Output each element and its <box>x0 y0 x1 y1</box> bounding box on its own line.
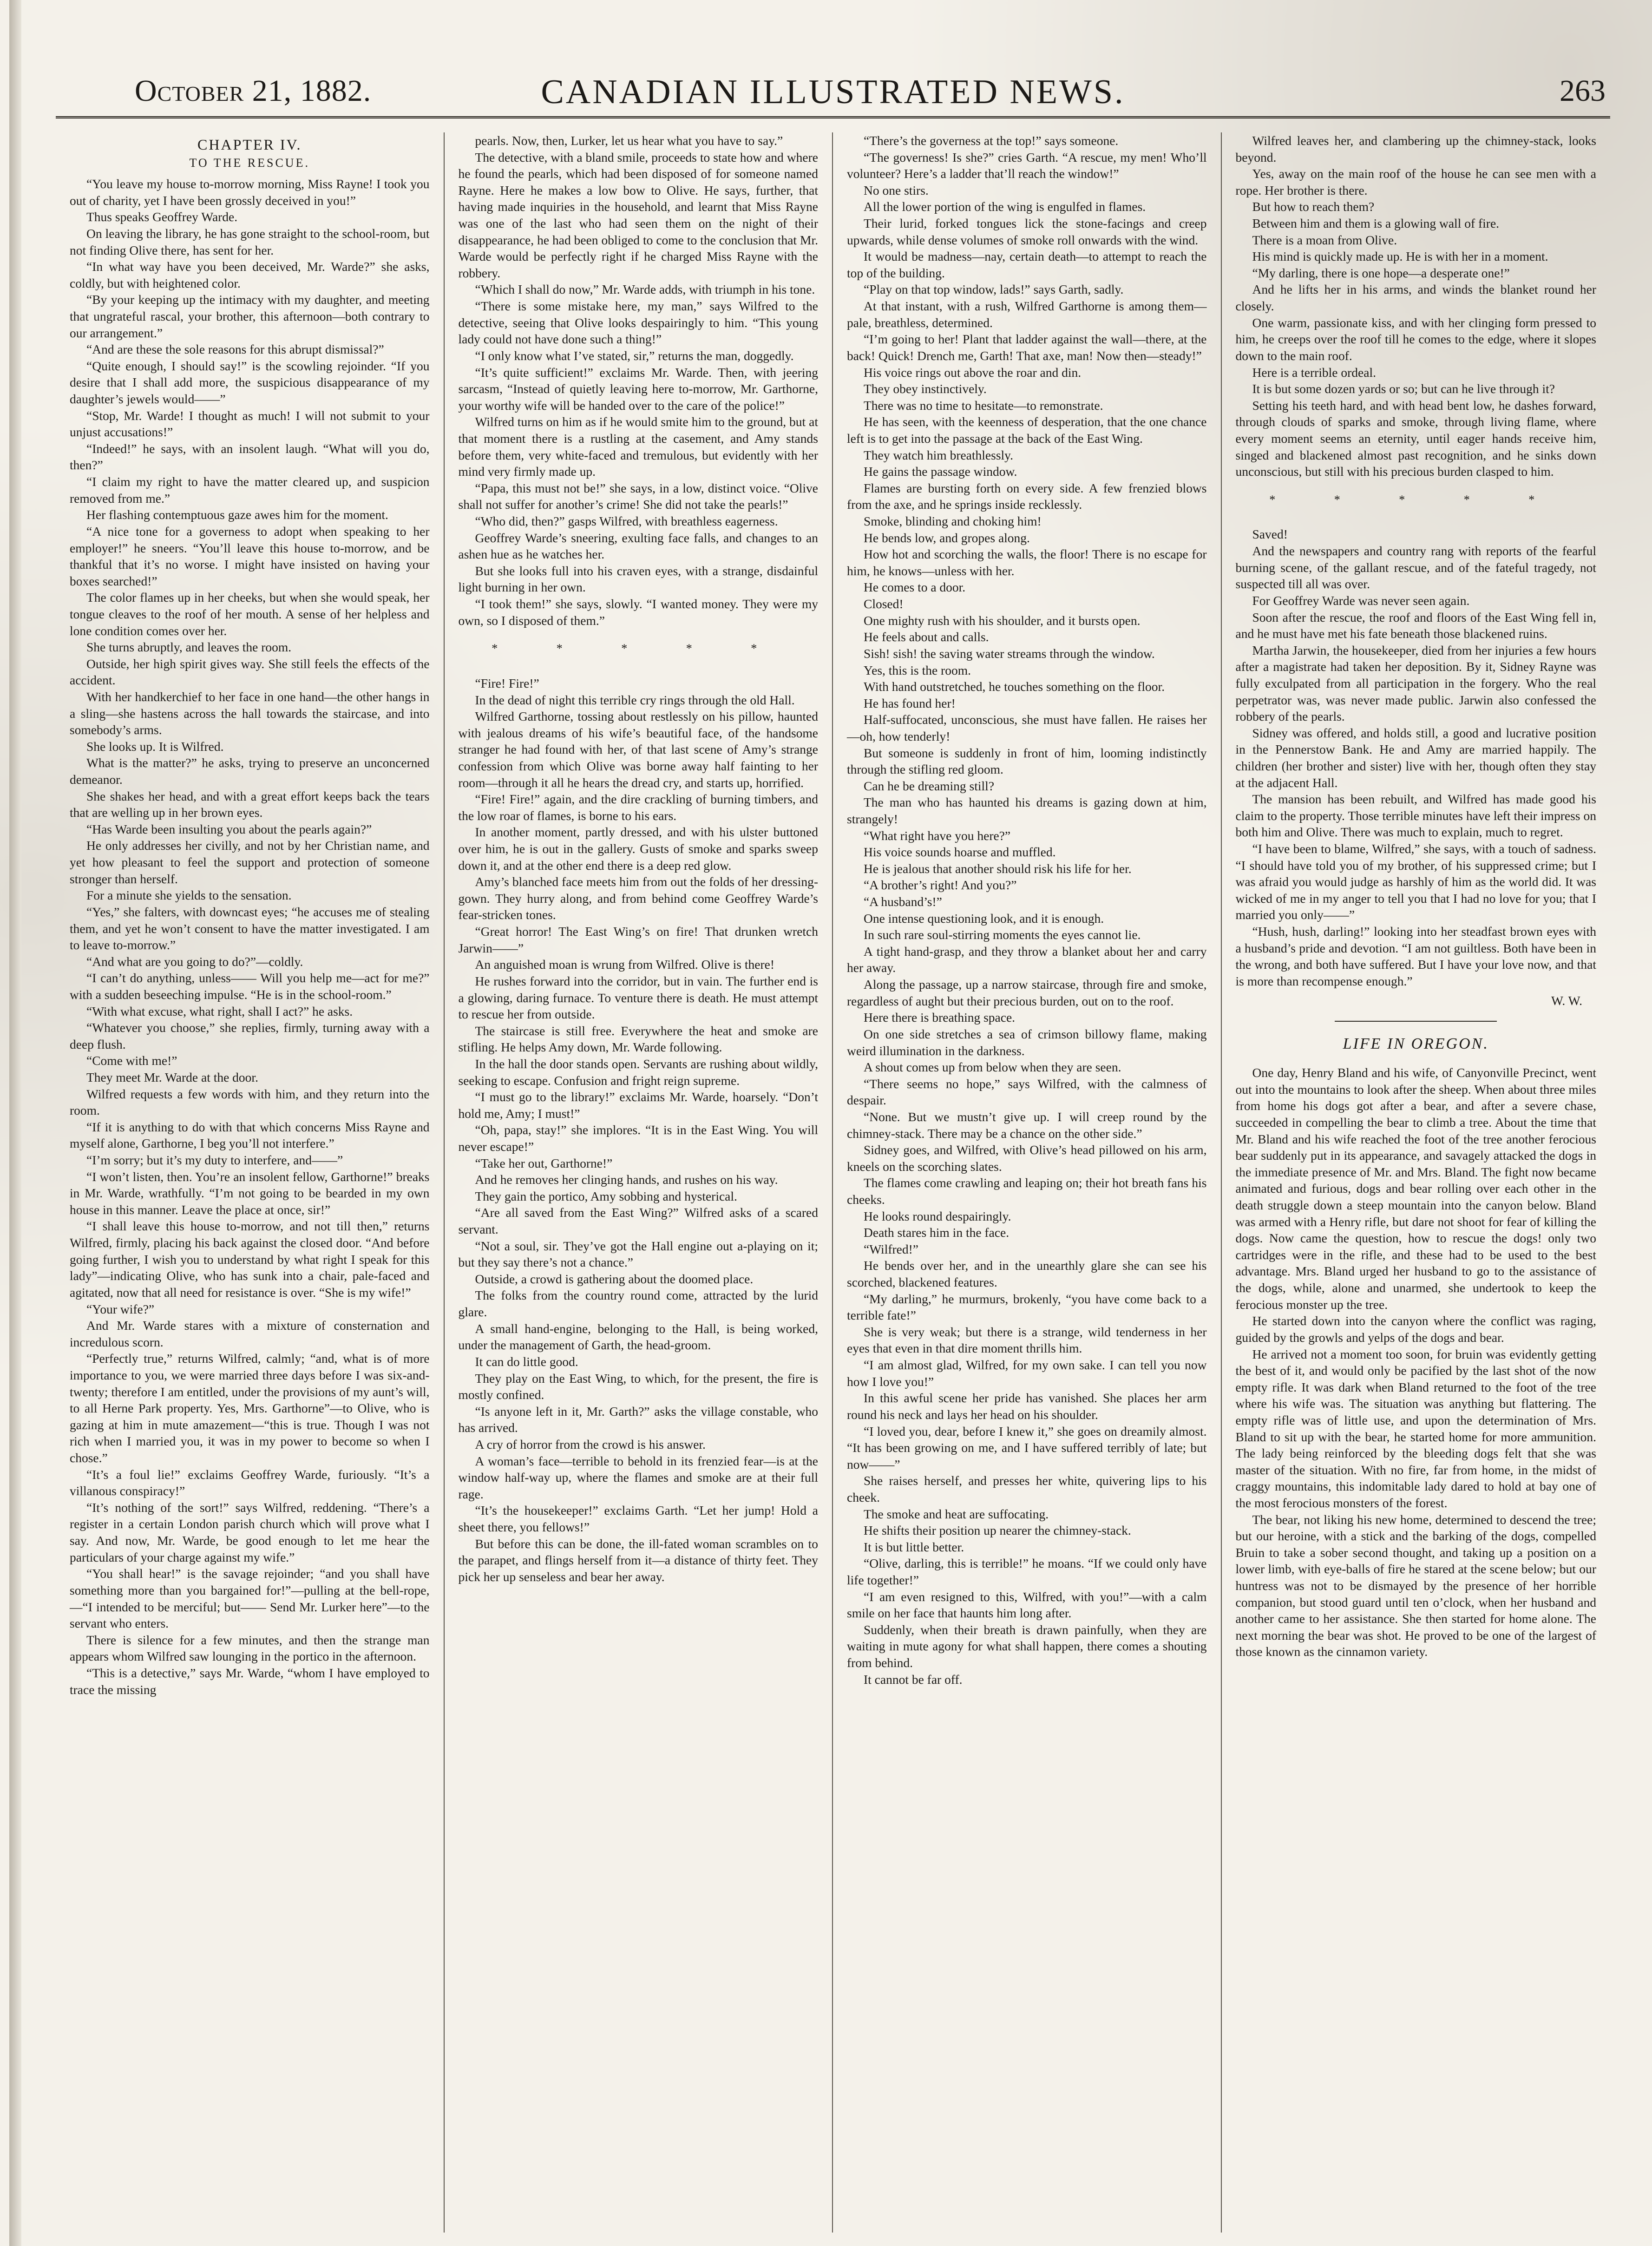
paragraph: “My darling, there is one hope—a desperate one!” <box>1252 265 1510 280</box>
paragraph: “It’s quite sufficient!” exclaims Mr. Warde. Then, with jeering sarcasm, “Instead of quietly leaving here to-morrow, Mr. Garthorne, your worthy wife will be handed over to the care of the police!” <box>458 365 818 413</box>
paragraph: “I won’t listen, then. You’re an insolent fellow, Garthorne!” breaks in Mr. Warde, wrathfully. “I’m not going to be bearded in my own house in this manner. Leave the place at once, sir!” <box>70 1169 430 1217</box>
paragraph: Flames are bursting forth on every side. A few frenzied blows from the axe, and he springs inside recklessly. <box>847 480 1207 512</box>
paragraph: Smoke, blinding and choking him! <box>864 514 1042 529</box>
column-4-part-a <box>1236 132 1597 480</box>
paragraph: Sish! sish! the saving water streams through the window. <box>864 646 1155 661</box>
paragraph: Can he be dreaming still? <box>864 778 995 793</box>
paragraph: “I claim my right to have the matter cleared up, and suspicion removed from me.” <box>70 474 430 506</box>
paragraph: “And are these the sole reasons for this abrupt dismissal?” <box>86 342 384 357</box>
paragraph: Outside, her high spirit gives way. She still feels the effects of the accident. <box>70 656 430 688</box>
paragraph: “And what are you going to do?”—coldly. <box>86 954 303 969</box>
column-2-part-b <box>459 675 819 1585</box>
paragraph: He comes to a door. <box>864 580 966 595</box>
paragraph: “There seems no hope,” says Wilfred, with the calmness of despair. <box>847 1076 1207 1108</box>
paragraph: One mighty rush with his shoulder, and it bursts open. <box>864 613 1141 628</box>
paragraph: No one stirs. <box>864 183 929 197</box>
paragraph: With her handkerchief to her face in one hand—the other hangs in a sling—she hastens across the hall towards the staircase, and into somebody’s arms. <box>70 689 430 737</box>
paragraph: Geoffrey Warde’s sneering, exulting face falls, and changes to an ashen hue as he watches her. <box>458 530 818 562</box>
paragraph: The folks from the country round come, attracted by the lurid glare. <box>458 1288 818 1320</box>
paragraph: It would be madness—nay, certain death—to attempt to reach the top of the building. <box>847 249 1207 280</box>
paragraph: Death stares him in the face. <box>864 1225 1010 1240</box>
paragraph: “Wilfred!” <box>864 1241 918 1256</box>
paragraph: “It’s a foul lie!” exclaims Geoffrey Warde, furiously. “It’s a villanous conspiracy!” <box>70 1467 430 1498</box>
paragraph: “The governess! Is she?” cries Garth. “A rescue, my men! Who’ll volunteer? Here’s a ladder that’ll reach the window!” <box>847 150 1207 181</box>
paragraph: The detective, with a bland smile, proceeds to state how and where he found the pearls, which had been disposed of for someone named Rayne. Here he makes a low bow to Olive. He says, further, that having made inquiries in the household, and learnt that Miss Rayne was one of the last who had seen them on the night of their disappearance, he had been obliged to come to the conclusion that Mr. Warde would be perfectly right if he charged Miss Rayne with the robbery. <box>458 150 818 280</box>
paragraph: “Not a soul, sir. They’ve got the Hall engine out a-playing on it; but they say there’s not a chance.” <box>458 1238 818 1270</box>
paragraph: “Yes,” she falters, with downcast eyes; “he accuses me of stealing them, and yet he won’t consent to have the matter investigated. I am to leave to-morrow.” <box>70 904 430 952</box>
paragraph: Soon after the rescue, the roof and floors of the East Wing fell in, and he must have met his fate beneath those blackened ruins. <box>1235 610 1596 641</box>
paragraph: Yes, this is the room. <box>864 663 971 677</box>
paragraph: He has seen, with the keenness of desperation, that the one chance left is to get into the passage at the back of the East Wing. <box>847 414 1207 446</box>
paragraph: Wilfred requests a few words with him, and they return into the room. <box>70 1086 430 1118</box>
paragraph: On leaving the library, he has gone straight to the school-room, but not finding Olive there, has sent for her. <box>70 226 430 257</box>
paragraph: He rushes forward into the corridor, but in vain. The further end is a glowing, daring furnace. To venture there is death. He must attempt to rescue her from outside. <box>458 973 818 1022</box>
paragraph: The mansion has been rebuilt, and Wilfred has made good his claim to the property. Those terrible minutes have left their impress on both him and Olive. There was much to explain, much to regret. <box>1235 792 1596 840</box>
paragraph: And he removes her clinging hands, and rushes on his way. <box>475 1172 778 1187</box>
paragraph: He bends low, and gropes along. <box>864 530 1030 545</box>
paragraph: At that instant, with a rush, Wilfred Garthorne is among them—pale, breathless, determined. <box>847 299 1207 330</box>
paragraph: Here there is breathing space. <box>864 1010 1016 1025</box>
paragraph: “I only know what I’ve stated, sir,” returns the man, doggedly. <box>475 348 794 363</box>
paragraph: He started down into the canyon where the conflict was raging, guided by the growls and yelps of the dogs and bear. <box>1235 1313 1596 1345</box>
paragraph: “I can’t do anything, unless—— Will you help me—act for me?” with a sudden beseeching impulse. “He is in the school-room.” <box>70 971 430 1002</box>
paragraph: “A brother’s right! And you?” <box>864 878 1017 893</box>
paragraph: He arrived not a moment too soon, for bruin was evidently getting the best of it, and would only be pacified by the last shot of the now empty rifle. It was dark when Bland returned to the foot of the tree where his wife was. The situation was anything but flattering. The empty rifle was of little use, and upon the determination of Mrs. Bland to sit up with the bear, he started home for more ammunition. The lady being reinforced by the bleeding dogs felt that she was master of the situation. With no fire, far from home, in the midst of craggy mountains, this indomitable lady dared to hold at bay one of the most ferocious monsters of the forest. <box>1235 1346 1596 1510</box>
paragraph: “Fire! Fire!” <box>475 676 539 690</box>
paragraph: Wilfred turns on him as if he would smite him to the ground, but at that moment there is a rustling at the casement, and Amy stands before them, very white-faced and tremulous, but evidently with her mind very firmly made up. <box>458 414 818 479</box>
paragraph: “Take her out, Garthorne!” <box>475 1156 613 1170</box>
paragraph: And Mr. Warde stares with a mixture of consternation and incredulous scorn. <box>70 1318 430 1349</box>
paragraph: “Fire! Fire!” again, and the dire crackling of burning timbers, and the low roar of flames, is borne to his ears. <box>458 792 818 823</box>
paragraph: Closed! <box>864 597 904 611</box>
paragraph: “Come with me!” <box>86 1053 177 1068</box>
paragraph: “Olive, darling, this is terrible!” he moans. “If we could only have life together!” <box>847 1556 1207 1588</box>
paragraph: Their lurid, forked tongues lick the stone-facings and creep upwards, while dense volumes of smoke roll onwards with the wind. <box>847 216 1207 247</box>
paragraph: But someone is suddenly in front of him, looming indistinctly through the stifling red gloom. <box>847 745 1207 777</box>
paragraph: But she looks full into his craven eyes, with a strange, disdainful light burning in her own. <box>458 563 818 595</box>
oregon-article-body <box>1236 1064 1597 1660</box>
paragraph: He feels about and calls. <box>864 630 989 644</box>
paragraph: “You leave my house to-morrow morning, Miss Rayne! I took you out of charity, yet I have been grossly deceived in you!” <box>70 177 430 208</box>
paragraph: The bear, not liking his new home, determined to descend the tree; but our heroine, with a stick and the barking of the dogs, compelled Bruin to take a sober second thought, and taking up a position on a lower limb, with eye-balls of fire he stared at the scene below; but our huntress was not to be dismayed by the presence of her horrible companion, but stood guard until ten o’clock, when her husband and another came to her assistance. She then started for home alone. The next morning the bear was shot. He proved to be one of the largest of those known as the cinnamon variety. <box>1235 1512 1596 1659</box>
paragraph: It is but little better. <box>864 1539 964 1554</box>
paragraph: “I’m sorry; but it’s my duty to interfere, and——” <box>86 1153 343 1168</box>
paragraph: Yes, away on the main roof of the house he can see men with a rope. Her brother is there. <box>1235 166 1596 197</box>
paragraph: A cry of horror from the crowd is his answer. <box>475 1437 706 1451</box>
issue-date: October 21, 1882. <box>135 74 372 108</box>
paragraph: “There is some mistake here, my man,” says Wilfred to the detective, seeing that Olive looks despairingly to him. “This young lady could not have done such a thing!” <box>458 299 818 347</box>
paragraph: “Hush, hush, darling!” looking into her steadfast brown eyes with a husband’s pride and devotion. “I am not guiltless. Both have been in the wrong, and both have suffered. But I have your love now, and that is more than recompense enough.” <box>1235 924 1596 988</box>
paragraph: Saved! <box>1252 527 1288 542</box>
paragraph: For a minute she yields to the sensation. <box>86 888 292 903</box>
paragraph: It can do little good. <box>475 1354 578 1369</box>
paragraph: “You shall hear!” is the savage rejoinder; “and you shall have something more than you bargained for!”—pulling at the bell-rope,—“I intended to be merciful; but—— Send Mr. Lurker here”—to the servant who enters. <box>70 1566 430 1631</box>
paragraph: “Indeed!” he says, with an insolent laugh. “What will you do, then?” <box>70 441 430 473</box>
paragraph: “I shall leave this house to-morrow, and not till then,” returns Wilfred, firmly, placing his back against the closed door. “And before going further, I wish you to understand by what right I speak for this lady”—indicating Olive, who has sunk into a chair, pale-faced and agitated, now that all need for resistance is over. “She is my wife!” <box>70 1219 430 1300</box>
article-columns <box>56 132 1610 2233</box>
paragraph: Suddenly, when their breath is drawn painfully, when they are waiting in mute agony for what shall happen, there comes a shouting from behind. <box>847 1622 1207 1670</box>
paragraph: The flames come crawling and leaping on; their hot breath fans his cheeks. <box>847 1176 1207 1207</box>
section-break-stars: * * * * * <box>1269 493 1563 506</box>
paragraph: All the lower portion of the wing is engulfed in flames. <box>864 199 1146 214</box>
paragraph: There is a moan from Olive. <box>1252 232 1397 247</box>
paragraph: And the newspapers and country rang with reports of the fearful burning scene, of the gallant rescue, and of the fateful tragedy, not suspected till all was over. <box>1235 544 1596 591</box>
paragraph: “A nice tone for a governess to adopt when speaking to her employer!” he sneers. “You’ll leave this house to-morrow, and be thankful that it’s no worse. I might have insisted on having your boxes searched!” <box>70 524 430 588</box>
paragraph: “If it is anything to do with that which concerns Miss Rayne and myself alone, Garthorne, I beg you’ll not interfere.” <box>70 1119 430 1151</box>
paragraph: On one side stretches a sea of crimson billowy flame, making weird illumination in the darkness. <box>847 1026 1207 1058</box>
paragraph: “Stop, Mr. Warde! I thought as much! I will not submit to your unjust accusations!” <box>70 408 430 440</box>
paragraph: A small hand-engine, belonging to the Hall, is being worked, under the management of Garth, the head-groom. <box>458 1321 818 1353</box>
masthead <box>56 70 1610 118</box>
paragraph: Outside, a crowd is gathering about the doomed place. <box>475 1271 754 1286</box>
paragraph: They watch him breathlessly. <box>864 447 1014 462</box>
column-4-part-b <box>1236 526 1597 989</box>
paragraph: What is the matter?” he asks, trying to preserve an unconcerned demeanor. <box>70 755 430 787</box>
paragraph: The staircase is still free. Everywhere the heat and smoke are stifling. He helps Amy down, Mr. Warde following. <box>458 1023 818 1055</box>
paragraph: “This is a detective,” says Mr. Warde, “whom I have employed to trace the missing <box>70 1665 430 1697</box>
paragraph: One intense questioning look, and it is enough. <box>864 911 1104 926</box>
paragraph: His voice sounds hoarse and muffled. <box>864 845 1056 860</box>
paragraph: How hot and scorching the walls, the floor! There is no escape for him, he knows—unless with her. <box>847 547 1207 578</box>
paragraph: There is silence for a few minutes, and then the strange man appears whom Wilfred saw lounging in the portico in the afternoon. <box>70 1632 430 1664</box>
paragraph: He shifts their position up nearer the chimney-stack. <box>864 1523 1131 1538</box>
paragraph: She turns abruptly, and leaves the room. <box>86 640 292 655</box>
paragraph: “With what excuse, what right, shall I act?” he asks. <box>86 1004 353 1018</box>
chapter-subtitle: TO THE RESCUE. <box>189 156 310 170</box>
paragraph: Wilfred Garthorne, tossing about restlessly on his pillow, haunted with jealous dreams of his wife’s beautiful face, of the handsome stranger he had found with her, of that last scene of Amy’s strange confession from which Olive was borne away half fainting to her room—through it all he hears the dread cry, and starts up, horrified. <box>458 709 818 790</box>
paragraph: “Your wife?” <box>86 1301 155 1316</box>
paragraph: “I have been to blame, Wilfred,” she says, with a touch of sadness. “I should have told you of my brother, of his suppressed crime; but I was afraid you would judge as harshly of him as the world did. It was wicked of me in my anger to tell you that I had no love for you; that I married you only——” <box>1235 841 1596 922</box>
paragraph: “Are all saved from the East Wing?” Wilfred asks of a scared servant. <box>458 1205 818 1237</box>
paragraph: He only addresses her civilly, and not by her Christian name, and yet how pleasant to feel the support and protection of someone stronger than herself. <box>70 838 430 886</box>
paragraph: It cannot be far off. <box>864 1672 963 1687</box>
paragraph: She raises herself, and presses her white, quivering lips to his cheek. <box>847 1473 1207 1504</box>
paragraph: She is very weak; but there is a strange, wild tenderness in her eyes that even in that dire moment thrills him. <box>847 1324 1207 1356</box>
paragraph: In the hall the door stands open. Servants are rushing about wildly, seeking to escape. Confusion and fright reign supreme. <box>458 1056 818 1088</box>
paragraph: In this awful scene her pride has vanished. She places her arm round his neck and lays her head on his shoulder. <box>847 1391 1207 1422</box>
paragraph: “I’m going to her! Plant that ladder against the wall—there, at the back! Quick! Drench me, Garth! That axe, man! Now then—steady!” <box>847 332 1207 363</box>
paragraph: With hand outstretched, he touches something on the floor. <box>864 679 1165 694</box>
paragraph: They meet Mr. Warde at the door. <box>86 1070 258 1084</box>
paragraph: A tight hand-grasp, and they throw a blanket about her and carry her away. <box>847 944 1207 975</box>
paragraph: In the dead of night this terrible cry rings through the old Hall. <box>475 692 795 707</box>
paragraph: “I am almost glad, Wilfred, for my own sake. I can tell you now how I love you!” <box>847 1358 1207 1389</box>
paragraph: For Geoffrey Warde was never seen again. <box>1252 593 1470 608</box>
paragraph: It is but some dozen yards or so; but can he live through it? <box>1252 381 1555 396</box>
chapter-heading: CHAPTER IV. <box>197 136 302 153</box>
column-2-part-a <box>459 132 819 629</box>
paragraph: “Whatever you choose,” she replies, firmly, turning away with a deep flush. <box>70 1020 430 1051</box>
paragraph: Sidney goes, and Wilfred, with Olive’s head pillowed on his arm, kneels on the scorching slates. <box>847 1143 1207 1174</box>
paragraph: “Perfectly true,” returns Wilfred, calmly; “and, what is of more importance to you, we were married three days before I was six-and-twenty; therefore I am entitled, under the provisions of my aunt’s will, to all Herne Park property. Yes, Mrs. Garthorne”—to Olive, who is gazing at him in mute amazement—“this is true. Though I was not rich when I married you, it was in my power to become so when I chose.” <box>70 1351 430 1465</box>
paragraph: “It’s nothing of the sort!” says Wilfred, reddening. “There’s a register in a certain London parish church which will prove what I say. And now, Mr. Warde, be good enough to let me hear the particulars of your charge against my wife.” <box>70 1500 430 1564</box>
paragraph: pearls. Now, then, Lurker, let us hear what you have to say.” <box>475 133 783 148</box>
paragraph: Setting his teeth hard, and with head bent low, he dashes forward, through clouds of sparks and smoke, through living flame, where every moment seems an eternity, until eager hands receive him, singed and blackened almost past recognition, and he sinks down unconscious, but still with his precious burden clasped to him. <box>1235 398 1596 479</box>
paragraph: Here is a terrible ordeal. <box>1252 365 1376 380</box>
paragraph: “Who did, then?” gasps Wilfred, with breathless eagerness. <box>475 514 778 529</box>
story-signature: W. W. <box>1551 993 1582 1008</box>
oregon-article-title: LIFE IN OREGON. <box>1343 1035 1489 1053</box>
article-divider <box>1335 1021 1497 1022</box>
paragraph: There was no time to hesitate—to remonstrate. <box>864 398 1103 413</box>
paragraph: Amy’s blanched face meets him from out the folds of her dressing-gown. They hurry along, and from behind come Geoffrey Warde’s fear-stricken tones. <box>458 874 818 922</box>
paragraph: Martha Jarwin, the housekeeper, died from her injuries a few hours after a magistrate had taken her deposition. By it, Sidney Rayne was fully exculpated from all participation in the forgery. Who the real perpetrator was, was never made public. Jarwin also confessed the robbery of the pearls. <box>1235 643 1596 724</box>
paragraph: They gain the portico, Amy sobbing and hysterical. <box>475 1189 737 1203</box>
paragraph: He has found her! <box>864 696 956 710</box>
paragraph: Thus speaks Geoffrey Warde. <box>86 210 238 224</box>
paragraph: “I loved you, dear, before I knew it,” she goes on dreamily almost. “It has been growing on me, and I have suffered terribly of late; but now——” <box>847 1424 1207 1471</box>
paragraph: She looks up. It is Wilfred. <box>86 739 224 754</box>
paragraph: One warm, passionate kiss, and with her clinging form pressed to him, he creeps over the roof till he comes to the edge, where it slopes down to the main roof. <box>1235 315 1596 363</box>
paragraph: “Is anyone left in it, Mr. Garth?” asks the village constable, who has arrived. <box>458 1404 818 1435</box>
page-number: 263 <box>1560 74 1606 108</box>
paragraph: “Has Warde been insulting you about the pearls again?” <box>86 821 372 836</box>
paragraph: A shout comes up from below when they are seen. <box>864 1060 1121 1075</box>
paragraph: They play on the East Wing, to which, for the present, the fire is mostly confined. <box>458 1371 818 1402</box>
column-3 <box>833 132 1222 2233</box>
paragraph: “It’s the housekeeper!” exclaims Garth. “Let her jump! Hold a sheet there, you fellows!” <box>458 1503 818 1535</box>
paragraph: And he lifts her in his arms, and winds the blanket round her closely. <box>1235 282 1596 314</box>
section-break-stars: * * * * * <box>492 642 785 656</box>
paragraph: In another moment, partly dressed, and with his ulster buttoned over him, he is out in the gallery. Gusts of smoke and sparks sweep down it, and at the other end there is a deep red glow. <box>458 825 818 873</box>
paragraph: Half-suffocated, unconscious, she must have fallen. He raises her—oh, how tenderly! <box>847 712 1207 743</box>
paragraph: But before this can be done, the ill-fated woman scrambles on to the parapet, and flings herself from it—a distance of thirty feet. They pick her up senseless and bear her away. <box>458 1536 818 1584</box>
paragraph: But how to reach them? <box>1252 199 1375 214</box>
paragraph: “Great horror! The East Wing’s on fire! That drunken wretch Jarwin——” <box>458 924 818 955</box>
paragraph: Sidney was offered, and holds still, a good and lucrative position in the Pennerstow Bank. He and Amy are married happily. The children (her brother and sister) live with her, though often they stay at the adjacent Hall. <box>1235 725 1596 790</box>
paragraph: He bends over her, and in the unearthly glare she can see his scorched, blackened features. <box>847 1258 1207 1290</box>
paragraph: “By your keeping up the intimacy with my daughter, and meeting that ungrateful rascal, your brother, this afternoon—both contrary to our arrangement.” <box>70 292 430 340</box>
paragraph: She shakes her head, and with a great effort keeps back the tears that are welling up in her brown eyes. <box>70 788 430 820</box>
paragraph: He is jealous that another should risk his life for her. <box>864 861 1132 876</box>
paragraph: An anguished moan is wrung from Wilfred. Olive is there! <box>475 957 774 972</box>
paragraph: “I must go to the library!” exclaims Mr. Warde, hoarsely. “Don’t hold me, Amy; I must!” <box>458 1090 818 1121</box>
paragraph: “In what way have you been deceived, Mr. Warde?” she asks, coldly, but with heightened color. <box>70 259 430 290</box>
paragraph: Between him and them is a glowing wall of fire. <box>1252 216 1500 231</box>
paragraph: The color flames up in her cheeks, but when she would speak, her tongue cleaves to the roof of her mouth. A sense of her helpless and lone condition comes over her. <box>70 590 430 638</box>
paragraph: Along the passage, up a narrow staircase, through fire and smoke, regardless of aught but their precious burden, out on to the roof. <box>847 977 1207 1008</box>
paragraph: In such rare soul-stirring moments the eyes cannot lie. <box>864 927 1141 942</box>
column-4 <box>1222 132 1611 2233</box>
paragraph: Wilfred leaves her, and clambering up the chimney-stack, looks beyond. <box>1235 133 1596 164</box>
column-2 <box>445 132 833 2233</box>
paragraph: “Which I shall do now,” Mr. Warde adds, with triumph in his tone. <box>475 282 815 297</box>
paragraph: “I am even resigned to this, Wilfred, with you!”—with a calm smile on her face that haunts him long after. <box>847 1589 1207 1621</box>
paragraph: A woman’s face—terrible to behold in its frenzied fear—is at the window half-way up, where the flames and smoke are at their full rage. <box>458 1453 818 1501</box>
paragraph: “What right have you here?” <box>864 828 1011 843</box>
paragraph: “Oh, papa, stay!” she implores. “It is in the East Wing. You will never escape!” <box>458 1123 818 1154</box>
paragraph: “There’s the governess at the top!” says someone. <box>864 133 1119 148</box>
paragraph: “A husband’s!” <box>864 894 942 909</box>
paragraph: “Play on that top window, lads!” says Garth, sadly. <box>864 282 1124 297</box>
newspaper-title: CANADIAN ILLUSTRATED NEWS. <box>541 73 1125 111</box>
paragraph: The man who has haunted his dreams is gazing down at him, strangely! <box>847 795 1207 826</box>
paragraph: One day, Henry Bland and his wife, of Canyonville Precinct, went out into the mountains to look after the sheep. When about three miles from home his dogs got after a bear, and after a severe chase, succeeded in compelling the bear to climb a tree. About the time that Mr. Bland and his wife reached the foot of the tree another ferocious bear suddenly put in its appearance, and savagely attacked the dogs in the immediate presence of Mr. and Mrs. Bland. The fight now became animated and furious, dogs and bear rolling over each other in the death struggle down a steep mountain into the canyon below. Bland was armed with a Henry rifle, but dare not shoot for fear of killing the dogs. Now came the question, how to rescue the dogs! only two cartridges were in the rifle, and these had to be used to the best advantage. Mrs. Bland urged her husband to go to the assistance of the dogs, while, alone and unarmed, she undertook to keep the ferocious monster up the tree. <box>1235 1065 1596 1312</box>
column-1 <box>56 132 445 2233</box>
paragraph: Her flashing contemptuous gaze awes him for the moment. <box>86 507 388 522</box>
paragraph: They obey instinctively. <box>864 381 987 396</box>
paragraph: His voice rings out above the roar and din. <box>864 365 1082 380</box>
paragraph: “Papa, this must not be!” she says, in a low, distinct voice. “Olive shall not suffer for another’s crime! She did not take the pearls!” <box>458 480 818 512</box>
paragraph: He looks round despairingly. <box>864 1208 1011 1223</box>
paragraph: “Quite enough, I should say!” is the scowling rejoinder. “If you desire that I shall add more, the suspicious disappearance of my daughter’s jewels would——” <box>70 358 430 407</box>
paragraph: He gains the passage window. <box>864 464 1017 479</box>
paragraph: “I took them!” she says, slowly. “I wanted money. They were my own, so I disposed of them.” <box>458 597 818 628</box>
page-binding-edge <box>9 0 21 2246</box>
paragraph: “My darling,” he murmurs, brokenly, “you have come back to a terrible fate!” <box>847 1291 1207 1323</box>
paragraph: His mind is quickly made up. He is with her in a moment. <box>1252 249 1548 264</box>
paragraph: The smoke and heat are suffocating. <box>864 1506 1049 1521</box>
paragraph: “None. But we mustn’t give up. I will creep round by the chimney-stack. There may be a chance on the other side.” <box>847 1109 1207 1141</box>
